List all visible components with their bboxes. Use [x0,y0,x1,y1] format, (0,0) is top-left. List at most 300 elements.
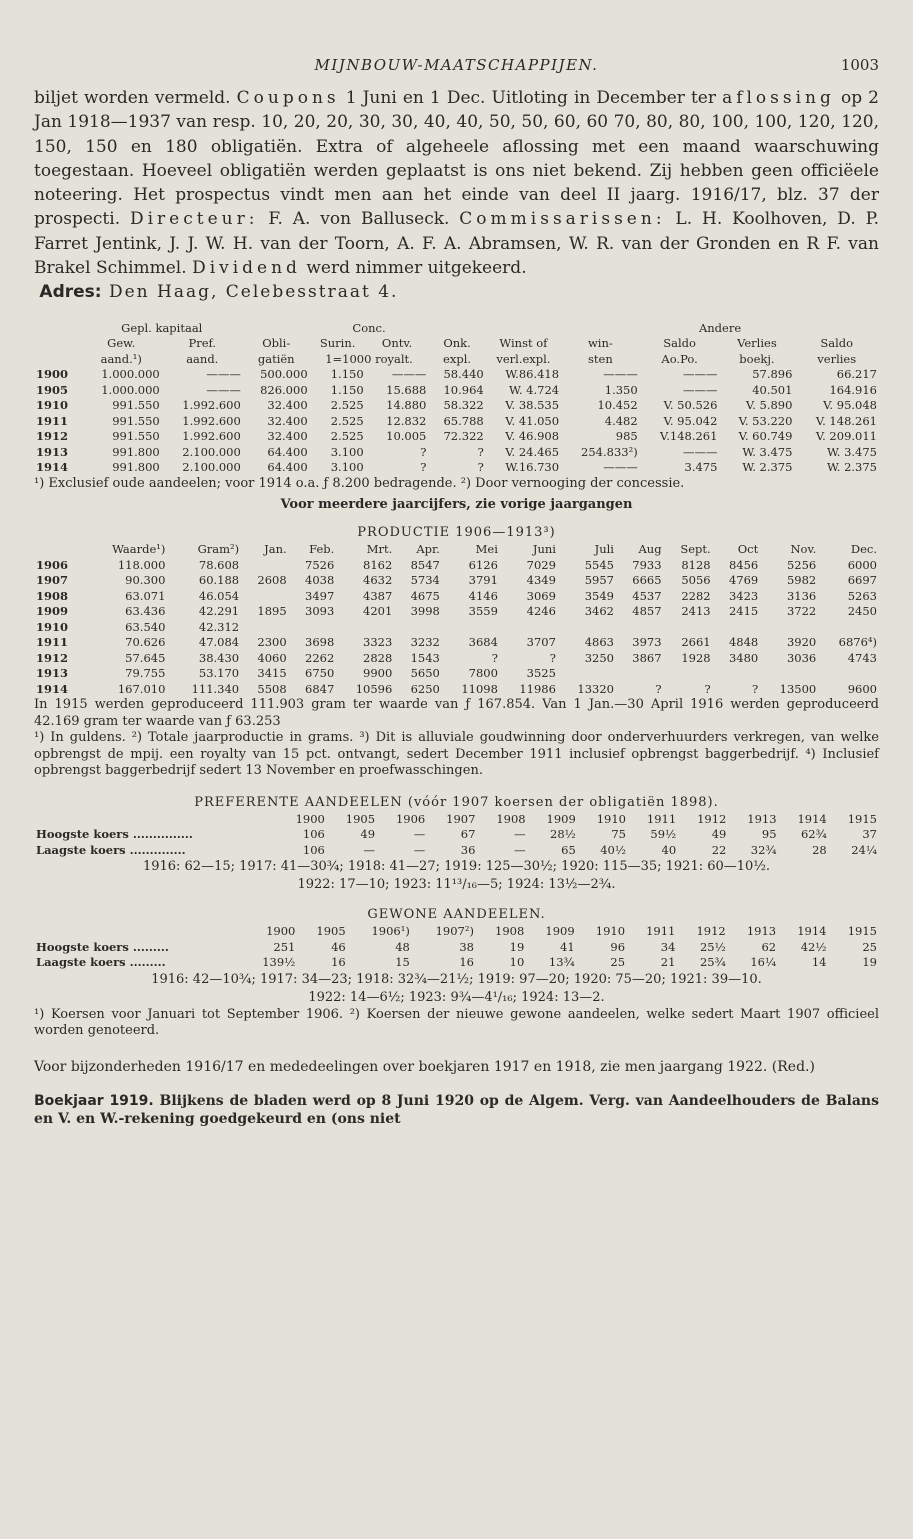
table-cell: 2282 [681,588,711,603]
table-cell: 5056 [681,573,711,588]
table-cell: 4201 [363,604,393,619]
table-cell: Saldo [663,336,696,351]
table-cell: 9600 [847,681,877,696]
table-cell: V. 95.042 [663,413,718,428]
table-cell: 2.525 [330,429,364,444]
table-cell: 47.084 [198,635,240,650]
table-cell: 1915 [847,811,877,826]
table-cell: 5508 [257,681,287,696]
table-cell: 8547 [410,557,440,572]
table-cell: V. 53.220 [738,413,793,428]
table-cell: 254.833²) [581,444,638,459]
table-cell: 3036 [786,650,817,665]
table-cell: 21 [660,955,676,970]
gewone-line1: 1916: 42—10¾; 1917: 34—23; 1918: 32¾—21½; 1919: 97—20; 1920: 75—20; 1921: 39—10. [151,971,762,987]
table-cell: V. 209.011 [815,429,877,444]
table-cell: ——— [682,382,718,397]
table-cell: 58.322 [443,398,484,413]
table-cell: 2.100.000 [182,460,241,475]
table-cell: 1905 [345,811,376,826]
table-cell: 3069 [526,588,556,603]
table-cell: 40 [661,842,677,857]
table-cell: 10.005 [386,429,427,444]
table-cell: 1.150 [330,367,364,382]
table-cell: 4060 [257,650,287,665]
table-cell [241,620,289,636]
table-cell: 4769 [728,573,759,588]
paragraph-coupons [34,86,879,280]
commissarissen-label: Commissarissen: [459,209,666,230]
gewone-line2: 1922: 14—6½; 1923: 9¾—4¹/₁₆; 1924: 13—2. [308,989,605,1005]
table-cell: 6250 [410,681,440,696]
table-cell: 13320 [577,681,614,696]
table-cell: 1.000.000 [101,367,160,382]
table-cell: 14.880 [386,398,427,413]
table-cell: 1912 [36,429,69,444]
table-cell: 42½ [800,939,827,954]
table-cell: — [413,827,426,842]
table-cell: Waarde¹) [112,542,166,557]
table-cell: 4848 [728,635,759,650]
table-cell: 826.000 [260,382,308,397]
table-cell: 6697 [847,573,877,588]
preferent-section [34,794,879,895]
table-cell [818,666,879,682]
table-cell: 6750 [305,666,335,681]
table-cell: W.16.730 [505,460,560,475]
table-cell: — [514,827,526,842]
table-cell: 16 [459,955,474,970]
table-cell: 5957 [584,573,614,588]
table-cell: 3462 [584,604,614,619]
table-cell: 59½ [650,827,677,842]
table-cell: 5734 [410,573,440,588]
table-cell: ——— [682,367,718,382]
running-title: MIJNBOUW-MAATSCHAPPIJEN. [314,56,599,74]
table-cell: 32.400 [267,429,308,444]
table-cell: 1895 [257,604,287,619]
table-row [34,383,879,399]
table-cell: 19 [509,939,525,954]
table-cell: 4537 [632,588,662,603]
financial-footnote: ¹) Exclusief oude aandeelen; voor 1914 o.a. ƒ 8.200 bedragende. ²) Door vernooging der concessie. [34,475,685,491]
table-cell [760,666,818,682]
table-cell: sten [588,351,613,366]
table-cell: 3.475 [684,460,718,475]
table-cell [500,620,558,636]
table-cell: Hoogste koers ............... [36,827,193,842]
page [34,56,879,1128]
table-cell: ——— [682,444,718,459]
text-run: F. A. von Balluseck. [258,209,460,230]
table-cell: W. 3.475 [826,444,877,459]
table-cell: 7526 [305,557,335,572]
table-cell: Sept. [680,542,711,557]
table-cell: 1905 [316,924,346,939]
table-cell: 1911 [36,413,69,428]
table-cell: 4146 [468,588,498,603]
table-cell: 1.150 [330,382,364,397]
table-cell: 10.452 [597,398,638,413]
table-cell: 3791 [468,573,498,588]
table-cell: expl. [443,351,472,366]
table-cell: 3415 [257,666,287,681]
gewone-section [34,906,879,1040]
table-cell: 2.525 [330,398,364,413]
table-cell: 70.626 [125,635,166,650]
table-cell [558,620,616,636]
table-cell: 4857 [632,604,662,619]
tail-paragraph: Voor bijzonderheden 1916/17 en mededeelingen over boekjaren 1917 en 1918, zie men jaargang 1922. (Red.) [34,1058,815,1075]
table-cell: 111.340 [191,681,240,696]
table-cell: 32.400 [267,413,308,428]
table-cell [760,620,818,636]
tail-section [34,1058,879,1128]
table-cell: 79.755 [125,666,166,681]
table-cell: V.148.261 [659,429,718,444]
table-cell: 167.010 [117,681,166,696]
table-cell: 991.800 [112,460,160,475]
table-cell: 1910 [596,811,626,826]
table-cell: 106 [302,842,325,857]
table-cell: 42.312 [198,619,240,634]
table-cell [818,620,879,636]
table-cell [336,620,394,636]
table-cell: 3998 [410,604,440,619]
table-row [34,558,879,574]
table-cell: 2608 [257,573,287,588]
table-cell: 25 [862,939,877,954]
table-cell: 3250 [584,650,614,665]
table-cell: 40.501 [752,382,793,397]
table-cell: ? [477,444,484,459]
table-cell: ——— [603,460,638,475]
table-cell: Mrt. [366,542,393,557]
table-cell: 1906¹) [371,924,410,939]
table-cell: 19 [862,955,877,970]
table-cell: 2450 [847,604,877,619]
table-cell: Ontv. [381,336,413,351]
table-cell: 4387 [363,588,393,603]
table-cell: 4743 [847,650,877,665]
table-cell: 1907 [446,811,476,826]
table-cell: verl.expl. [496,351,551,366]
table-cell: 4038 [305,573,335,588]
table-cell: 1914 [797,811,827,826]
table-cell: 3525 [526,666,556,681]
table-row [34,682,879,698]
table-cell: Gew. [107,336,136,351]
table-cell: 10.964 [443,382,484,397]
table-cell: 25¾ [699,955,726,970]
table-cell: 1915 [847,924,877,939]
coupons-label: Coupons [236,88,340,108]
table-cell [34,812,277,828]
table-cell: 46.054 [198,588,240,603]
table-cell: Dec. [850,542,877,557]
table-cell: 1914 [797,924,827,939]
table-cell: 1909 [36,604,69,619]
boekjaar-text: Blijkens de bladen werd op 8 Juni 1920 op de Algem. Verg. van Aandeelhouders de Balans en V. en W.-rekening goedgekeurd en (ons niet [34,1092,879,1127]
table-cell: Surin. [319,336,356,351]
table-header-row [34,321,879,337]
table-cell: 4863 [584,635,614,650]
table-cell: Jan. [264,542,287,557]
table-cell [616,620,664,636]
table-cell: 3323 [363,635,393,650]
table-cell: 10596 [355,681,393,696]
table-row [34,398,879,414]
table-cell: 3093 [305,604,335,619]
table-cell: 46 [331,939,346,954]
table-cell: 96 [610,939,626,954]
table-cell: gatiën [257,351,295,366]
table-cell: Nov. [790,542,817,557]
table-cell: 500.000 [260,367,308,382]
table-cell: V. 24.465 [505,444,560,459]
table-cell: 58.440 [443,367,484,382]
table-cell: 1911 [646,924,676,939]
table-cell: 7029 [526,557,556,572]
table-row [34,843,879,859]
table-header-row [34,336,879,352]
table-cell: 48 [395,939,410,954]
table-cell: 3973 [632,635,662,650]
table-cell: 12.832 [386,413,427,428]
table-cell: ? [549,650,556,665]
table-row [34,367,879,383]
table-cell: 25 [610,955,626,970]
table-cell: 65.788 [443,413,484,428]
table-header-row [34,542,879,558]
table-cell: 28 [812,842,827,857]
table-cell: ? [752,681,759,696]
table-cell: Onk. [443,336,471,351]
table-cell [34,924,241,940]
table-cell: 2.525 [330,413,364,428]
table-cell: 1.350 [604,382,638,397]
table-cell: Juni [532,542,556,557]
aflossing-label: aflossing [722,88,835,108]
table-row [34,429,879,445]
table-cell: 1914 [36,460,69,475]
preferent-line1: 1916: 62—15; 1917: 41—30¾; 1918: 41—27; 1919: 125—30½; 1920: 115—35; 1921: 60—10½. [142,859,771,875]
table-cell: Apr. [416,542,440,557]
table-cell: Aug [638,542,662,557]
table-cell: 6126 [468,557,498,572]
table-cell: 3232 [410,635,440,650]
table-cell: 95 [761,827,777,842]
table-cell: 11986 [519,681,556,696]
table-cell: 53.170 [198,666,240,681]
table-cell: 5263 [847,588,877,603]
table-cell: 1913 [36,444,69,459]
table-cell [34,352,81,368]
table-cell: ——— [206,382,241,397]
table-cell: — [413,842,426,857]
table-cell: 251 [273,939,296,954]
table-cell: V. 41.050 [505,413,560,428]
table-cell [616,666,664,682]
table-cell: 7933 [632,557,662,572]
table-cell: 62 [761,939,777,954]
table-cell: 90.300 [125,573,166,588]
table-cell: 28½ [550,827,576,842]
table-cell: 10 [509,955,525,970]
table-cell: 2415 [728,604,759,619]
table-cell [558,666,616,682]
table-cell: 4349 [526,573,556,588]
table-cell: 3549 [584,588,614,603]
table-cell: 1909 [546,811,576,826]
table-cell: 38.430 [198,650,240,665]
table-cell: 3.100 [330,460,364,475]
intro-text [34,86,879,305]
table-row [34,620,879,636]
table-row [34,940,879,956]
table-cell [713,620,761,636]
preferent-title: PREFERENTE AANDEELEN (vóór 1907 koersen der obligatiën 1898). [194,794,719,810]
table-cell: V. 5.890 [745,398,793,413]
table-cell: 22 [711,842,727,857]
table-cell [241,558,289,574]
boekjaar-paragraph [34,1092,879,1128]
table-cell [486,321,561,337]
table-cell: 1.992.600 [182,398,241,413]
table-cell: Juli [594,542,614,557]
table-cell: 42.291 [198,604,240,619]
table-cell: 75 [611,827,626,842]
table-cell: 1908 [496,811,526,826]
table-cell: 36 [460,842,476,857]
table-cell: 991.550 [112,398,160,413]
table-cell: 1928 [681,650,711,665]
preferent-table [34,812,879,859]
table-cell: Gram²) [197,542,240,557]
table-cell: ? [491,650,498,665]
more-years-note: Voor meerdere jaarcijfers, zie vorige jaargangen [280,497,633,513]
table-cell [243,321,310,337]
table-cell: W.86.418 [505,367,560,382]
table-cell: 1.992.600 [182,429,241,444]
table-row [34,827,879,843]
table-cell: 3136 [786,588,817,603]
table-cell: 985 [615,429,638,444]
table-cell: 16 [331,955,346,970]
table-cell: 72.322 [443,429,484,444]
table-cell: Winst of [499,336,548,351]
table-cell: 3920 [786,635,817,650]
table-cell: 78.608 [198,557,240,572]
table-cell: 3707 [526,635,556,650]
table-header-row [34,924,879,940]
table-cell: ——— [391,367,427,382]
table-cell: 62¾ [800,827,827,842]
table-cell: — [363,842,376,857]
production-title: PRODUCTIE 1906—1913³) [357,525,556,541]
table-row [34,604,879,620]
table-cell: 1910 [36,619,69,634]
table-cell: 11098 [461,681,498,696]
table-cell: Laagste koers ......... [36,955,166,970]
table-cell: 1908 [495,924,525,939]
table-cell: 64.400 [267,444,308,459]
table-cell: 9900 [363,666,393,681]
table-cell: 63.071 [125,588,166,603]
text-run: L. H. Koolhoven, D. P. Farret Jentink, J. J. W. H. van der Toorn, A. F. A. Abramsen, W. R. van der Gronden en R F. van Brakel Schimmel. [34,209,880,279]
table-cell: 3559 [468,604,498,619]
table-cell: 1907 [36,573,69,588]
table-cell: 6000 [847,557,877,572]
table-cell: 3722 [786,604,817,619]
table-cell: 15.688 [386,382,427,397]
table-header-row [34,352,879,368]
directeur-label: Directeur: [129,209,259,230]
table-cell: boekj. [739,351,775,366]
table-cell: Andere [698,320,742,335]
table-cell: 1910 [36,398,69,413]
table-cell: ? [655,681,662,696]
table-cell: 991.550 [112,413,160,428]
text-run: werd nimmer uitgekeerd. [300,258,527,279]
table-cell: 1900 [295,811,325,826]
table-cell: win- [587,336,613,351]
table-cell: 13¾ [548,955,575,970]
table-cell: Mei [475,542,498,557]
table-cell: 1913 [746,924,777,939]
table-cell: 1911 [36,635,69,650]
table-cell: W. 4.724 [509,382,560,397]
production-table [34,542,879,697]
boekjaar-label: Boekjaar 1919. [34,1092,154,1109]
table-row [34,635,879,651]
table-cell: 3867 [632,650,662,665]
table-cell: 991.550 [112,429,160,444]
table-cell: 67 [460,827,476,842]
page-number: 1003 [840,56,879,74]
page-header [34,56,879,86]
financial-table [34,321,879,476]
table-cell: V. 95.048 [823,398,877,413]
table-cell: 14 [811,955,827,970]
table-row [34,414,879,430]
table-cell: 38 [459,939,474,954]
table-cell [442,620,500,636]
financial-section [34,321,879,515]
table-row [34,666,879,682]
table-cell: 25½ [699,939,726,954]
table-cell: 3497 [305,588,335,603]
table-cell [34,336,81,352]
table-cell: 3423 [728,588,759,603]
table-cell: 65 [561,842,576,857]
table-row [34,651,879,667]
table-cell: 13500 [779,681,817,696]
table-cell [241,589,289,605]
table-row [34,955,879,971]
table-cell: 49 [711,827,727,842]
table-cell: 37 [862,827,877,842]
table-cell: 1906 [36,557,69,572]
table-cell [713,666,761,682]
table-cell [664,620,713,636]
table-cell: 1.000.000 [101,382,160,397]
table-cell: ? [477,460,484,475]
production-footnote: ¹) In guldens. ²) Totale jaarproductie in grams. ³) Dit is alluviale goudwinning door onderverhuurders verkregen, van welke opbrengst de mpij. een royalty van 15 pct. ontvangt, sedert December 1911 inclusief opbrengst baggerbedrijf. ⁴) Inclusief opbrengst baggerbedrijf sedert 13 November en proefwasschingen. [34,730,879,779]
table-cell: Saldo [820,336,854,351]
table-cell: W. 2.375 [742,460,793,475]
table-cell: 6665 [632,573,662,588]
